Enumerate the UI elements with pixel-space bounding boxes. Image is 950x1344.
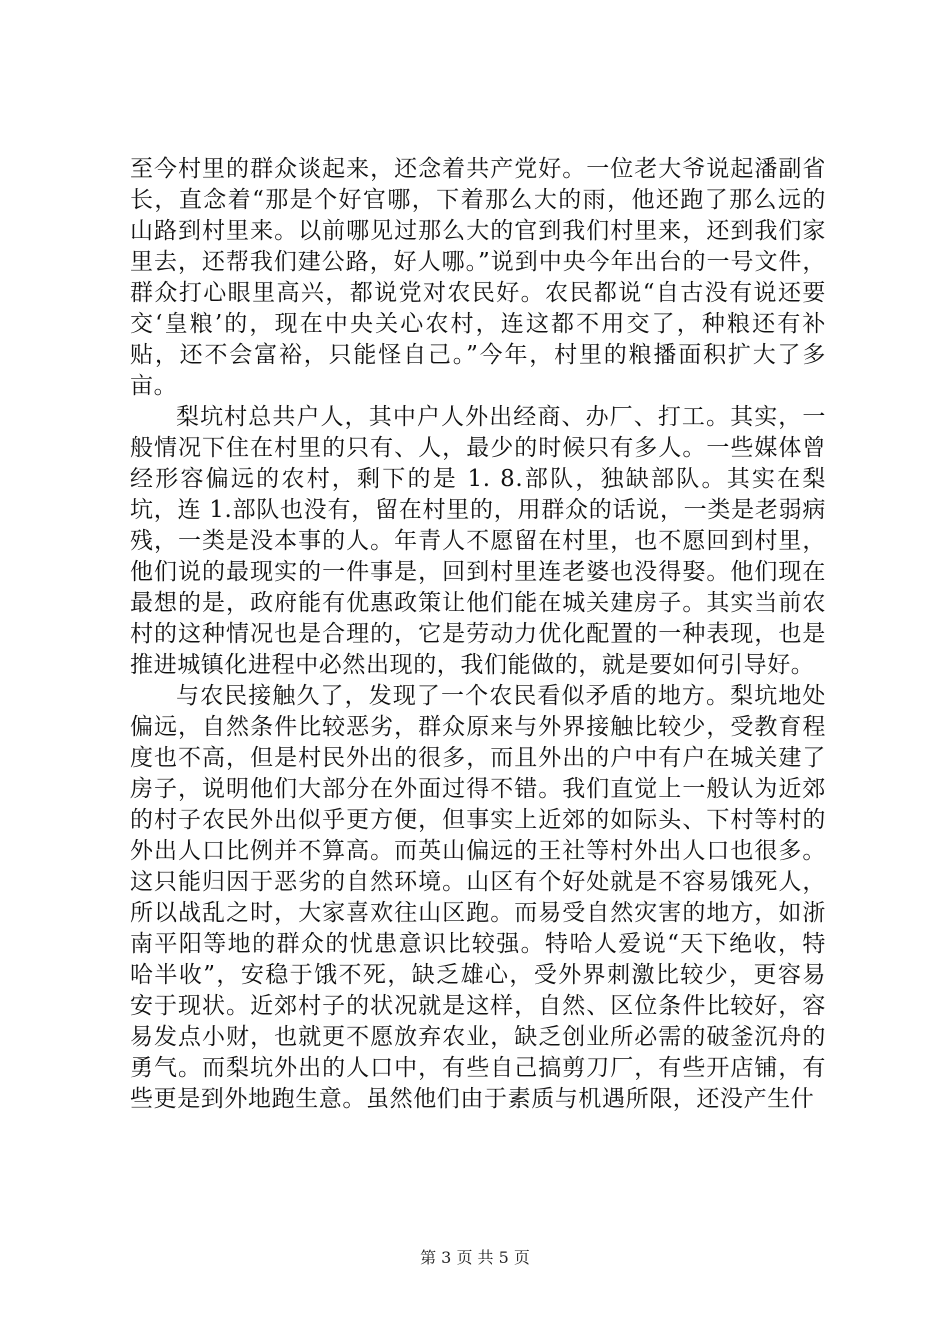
paragraph-2: 梨坑村总共户人，其中户人外出经商、办厂、打工。其实，一般情况下住在村里的只有、人，最少的时候只有多人。一些媒体曾经形容偏远的农村，剩下的是 1. 8.部队，独缺部队。其实在梨坑，连 1.部队也没有，留在村里的，用群众的话说，一类是老弱病残，一类是没本事的人。年青人不愿留在村里，也不愿回到村里，他们说的最现实的一件事是，回到村里连老婆也没得娶。他们现在最想的是，政府能有优惠政策让他们能在城关建房子。其实当前农村的这种情况也是合理的，它是劳动力优化配置的一种表现，也是推进城镇化进程中必然出现的，我们能做的，就是要如何引导好。 xyxy=(130,404,826,678)
page-footer: 第 3 页 共 5 页 xyxy=(420,1248,530,1267)
paragraph-1: 至今村里的群众谈起来，还念着共产党好。一位老大爷说起潘副省长，直念着“那是个好官哪，下着那么大的雨，他还跑了那么远的山路到村里来。以前哪见过那么大的官到我们村里来，还到我们家里去，还帮我们建公路，好人哪。”说到中央今年出台的一号文件，群众打心眼里高兴，都说党对农民好。农民都说“自古没有说还要交‘皇粮’的，现在中央关心农村，连这都不用交了，种粮还有补贴，还不会富裕，只能怪自己。”今年，村里的粮播面积扩大了多亩。 xyxy=(130,156,826,399)
paragraph-3: 与农民接触久了，发现了一个农民看似矛盾的地方。梨坑地处偏远，自然条件比较恶劣，群众原来与外界接触比较少，受教育程度也不高，但是村民外出的很多，而且外出的户中有户在城关建了房子，说明他们大部分在外面过得不错。我们直觉上一般认为近郊的村子农民外出似乎更方便，但事实上近郊的如际头、下村等村的外出人口比例并不算高。而英山偏远的王社等村外出人口也很多。这只能归因于恶劣的自然环境。山区有个好处就是不容易饿死人，所以战乱之时，大家喜欢往山区跑。而易受自然灾害的地方，如浙南平阳等地的群众的忧患意识比较强。特哈人爱说“天下绝收，特哈半收”，安稳于饿不死，缺乏雄心，受外界刺激比较少，更容易安于现状。近郊村子的状况就是这样，自然、区位条件比较好，容易发点小财，也就更不愿放弃农业，缺乏创业所必需的破釜沉舟的勇气。而梨坑外出的人口中，有些自己搞剪刀厂，有些开店铺，有些更是到外地跑生意。虽然他们由于素质与机遇所限，还没产生什 xyxy=(130,683,826,1112)
document-body xyxy=(130,154,826,1115)
